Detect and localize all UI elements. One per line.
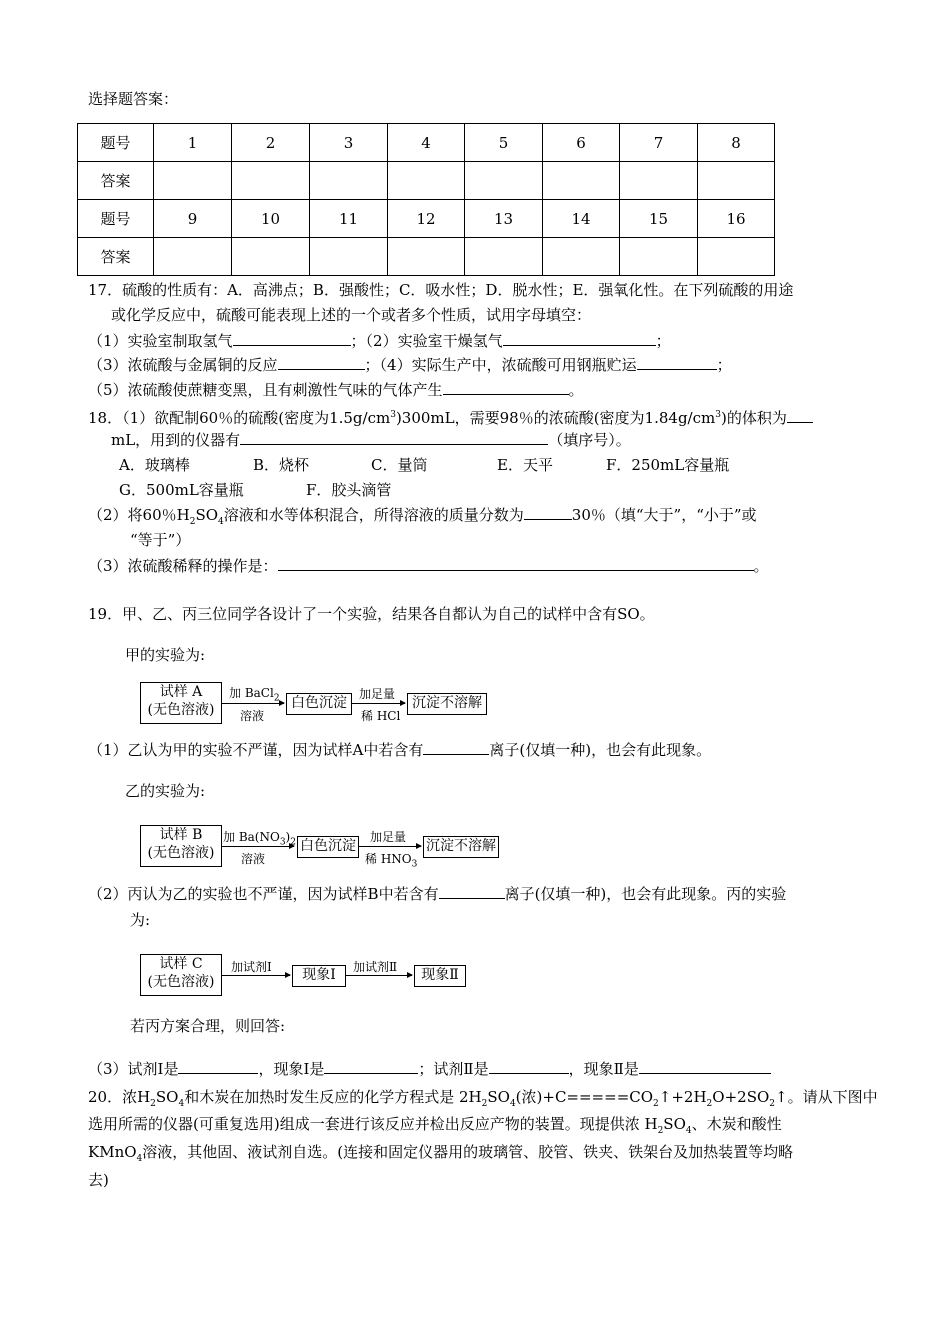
q18-option-f2: F．胶头滴管 bbox=[306, 481, 392, 499]
yi-label: 乙的实验为: bbox=[125, 782, 206, 800]
period: 。 bbox=[753, 557, 769, 575]
box-text: (无色溶液) bbox=[147, 702, 215, 718]
answer-heading: 选择题答案： bbox=[88, 90, 179, 108]
answer-cell[interactable] bbox=[465, 238, 543, 276]
question-number: 14 bbox=[543, 200, 620, 238]
answer-cell[interactable] bbox=[465, 162, 543, 200]
answer-cell[interactable] bbox=[698, 238, 775, 276]
question-number: 2 bbox=[232, 124, 310, 162]
q20-line2: 选用所需的仪器(可重复选用)组成一套进行该反应并检出反应产物的装置。现提供浓 $H_2SO_4$、木炭和酸性 bbox=[88, 1115, 782, 1136]
q20-line1: 20．浓$H_2SO_4$和木炭在加热时发生反应的化学方程式是 $2H_2SO_4$(浓)$+C=====CO_2↑+2H_2O+2SO_2↑$。请从下图中 bbox=[88, 1088, 878, 1109]
q18-option-a: A．玻璃棒 bbox=[119, 456, 190, 474]
arrow-label: 加试剂Ⅰ bbox=[231, 960, 272, 974]
q17-part4-label: ；（4）实际生产中，浓硫酸可用钢瓶贮运 bbox=[364, 356, 637, 374]
table-row bbox=[78, 238, 775, 276]
box-text: (无色溶液) bbox=[147, 845, 215, 861]
q18-text: SO bbox=[195, 506, 219, 524]
jia-label: 甲的实验为: bbox=[125, 646, 206, 664]
answer-blank[interactable] bbox=[178, 1059, 258, 1074]
question-number: 16 bbox=[698, 200, 775, 238]
answer-cell[interactable] bbox=[543, 238, 620, 276]
semicolon: ； bbox=[655, 332, 671, 350]
q20-line4: 去) bbox=[88, 1171, 109, 1189]
q19-intro: 19．甲、乙、丙三位同学各设计了一个实验，结果各自都认为自己的试样中含有SO。 bbox=[88, 605, 655, 623]
arrow-icon bbox=[346, 975, 412, 976]
arrow-label: 溶液 bbox=[241, 852, 266, 866]
q18-text: （2）将60％H bbox=[88, 506, 190, 524]
q19-text: 离子(仅填一种)，也会有此现象。 bbox=[489, 741, 712, 759]
table-row bbox=[78, 200, 775, 238]
q19-part1 bbox=[88, 740, 711, 760]
precipitate-insoluble-box: 沉淀不溶解 bbox=[407, 693, 487, 715]
period: 。 bbox=[568, 381, 584, 399]
q18-text: )300mL，需要98％的浓硫酸(密度为1.84g/cm bbox=[395, 409, 716, 427]
q18-text: （填序号）。 bbox=[548, 431, 631, 449]
question-number: 5 bbox=[465, 124, 543, 162]
q19-text: （1）乙认为甲的实验不严谨，因为试样A中若含有 bbox=[88, 741, 424, 759]
box-text: (无色溶液) bbox=[147, 974, 215, 990]
q18-text: )的体积为 bbox=[720, 409, 787, 427]
answer-table bbox=[77, 123, 775, 276]
answer-blank[interactable] bbox=[639, 1059, 771, 1074]
q19-part2-cont: 为: bbox=[130, 911, 151, 929]
arrow-icon bbox=[359, 846, 421, 847]
sample-b-box bbox=[140, 825, 222, 867]
question-number: 8 bbox=[698, 124, 775, 162]
arrow-icon bbox=[222, 975, 290, 976]
answer-blank[interactable] bbox=[439, 884, 505, 899]
semicolon: ； bbox=[716, 356, 732, 374]
q18-option-f: F．250mL容量瓶 bbox=[606, 456, 730, 474]
answer-blank[interactable] bbox=[637, 355, 717, 370]
q18-text: mL，用到的仪器有 bbox=[111, 431, 241, 449]
subscript: 2 bbox=[189, 517, 196, 527]
arrow-label: 溶液 bbox=[240, 709, 265, 723]
question-number: 15 bbox=[620, 200, 698, 238]
answer-cell[interactable] bbox=[232, 162, 310, 200]
arrow-label: 加 BaCl$_2$ bbox=[229, 686, 280, 704]
question-number: 6 bbox=[543, 124, 620, 162]
arrow-label: 加足量 bbox=[359, 687, 396, 701]
answer-cell[interactable] bbox=[388, 162, 465, 200]
q18-option-b: B．烧杯 bbox=[253, 456, 310, 474]
q19-text: （3）试剂Ⅰ是 bbox=[88, 1060, 179, 1078]
arrow-icon bbox=[222, 846, 294, 847]
arrow-label: 稀 $HNO_3$ bbox=[365, 852, 418, 870]
q17-part3-label: （3）浓硫酸与金属铜的反应 bbox=[88, 356, 278, 374]
q18-text: 溶液和水等体积混合，所得溶液的质量分数为 bbox=[223, 506, 524, 524]
box-text: 试样 B bbox=[159, 827, 203, 843]
phenomenon-1-box: 现象Ⅰ bbox=[292, 965, 346, 987]
q17-part5-label: （5）浓硫酸使蔗糖变黑，且有刺激性气味的气体产生 bbox=[88, 381, 443, 399]
q17-line1: 17．硫酸的性质有：A．高沸点；B．强酸性；C．吸水性；D．脱水性；E．强氧化性。在下列硫酸的用途 bbox=[88, 281, 794, 299]
question-number: 13 bbox=[465, 200, 543, 238]
q18-text: 18．（1）欲配制60％的硫酸(密度为1.5g/cm bbox=[88, 409, 391, 427]
question-number: 7 bbox=[620, 124, 698, 162]
row-label: 答案 bbox=[78, 162, 154, 200]
arrow-label: 加试剂Ⅱ bbox=[353, 960, 398, 974]
q19-part3 bbox=[88, 1059, 771, 1079]
q19-text: ，现象Ⅰ是 bbox=[258, 1060, 325, 1078]
white-precipitate-box: 白色沉淀 bbox=[297, 836, 359, 858]
question-number: 1 bbox=[154, 124, 232, 162]
q17-line2: 或化学反应中，硫酸可能表现上述的一个或者多个性质，试用字母填空： bbox=[111, 306, 592, 324]
q18-option-c: C．量筒 bbox=[371, 456, 428, 474]
answer-cell[interactable] bbox=[388, 238, 465, 276]
answer-blank[interactable] bbox=[524, 505, 572, 520]
arrow-icon bbox=[352, 703, 405, 704]
answer-blank[interactable] bbox=[787, 408, 813, 423]
q19-part2 bbox=[88, 884, 786, 904]
row-label: 题号 bbox=[78, 124, 154, 162]
question-number: 11 bbox=[310, 200, 388, 238]
q20-line3: KMnO$_4$溶液，其他固、液试剂自选。(连接和固定仪器用的玻璃管、胶管、铁夹、铁架台及加热装置等均略 bbox=[88, 1143, 794, 1164]
superscript: 3 bbox=[715, 410, 721, 420]
arrow-label: 稀 HCl bbox=[361, 709, 401, 723]
answer-blank[interactable] bbox=[240, 430, 548, 445]
q19-text: 离子(仅填一种)，也会有此现象。丙的实验 bbox=[504, 885, 787, 903]
answer-blank[interactable] bbox=[278, 355, 365, 370]
box-text: 试样 C bbox=[159, 956, 203, 972]
answer-blank[interactable] bbox=[503, 331, 656, 346]
question-number: 12 bbox=[388, 200, 465, 238]
sample-c-box bbox=[140, 954, 222, 996]
q19-text: ；试剂Ⅱ是 bbox=[418, 1060, 489, 1078]
answer-cell[interactable] bbox=[698, 162, 775, 200]
q18-part3 bbox=[88, 556, 769, 576]
box-text: 试样 A bbox=[159, 684, 203, 700]
table-row bbox=[78, 162, 775, 200]
q18-option-g: G．500mL容量瓶 bbox=[119, 481, 244, 499]
sample-a-box bbox=[140, 682, 222, 724]
q19-reasonable: 若丙方案合理，则回答: bbox=[130, 1017, 286, 1035]
question-number: 10 bbox=[232, 200, 310, 238]
answer-blank[interactable] bbox=[278, 556, 754, 571]
question-number: 4 bbox=[388, 124, 465, 162]
answer-cell[interactable] bbox=[310, 162, 388, 200]
arrow-label: 加足量 bbox=[370, 830, 407, 844]
q17-parts-3-4 bbox=[88, 355, 732, 375]
q18-option-e: E．天平 bbox=[497, 456, 553, 474]
q17-part2-label: ；（2）实验室干燥氢气 bbox=[350, 332, 503, 350]
answer-cell[interactable] bbox=[310, 238, 388, 276]
question-number: 3 bbox=[310, 124, 388, 162]
q19-text: （2）丙认为乙的实验也不严谨，因为试样B中若含有 bbox=[88, 885, 439, 903]
answer-cell[interactable] bbox=[620, 162, 698, 200]
answer-cell[interactable] bbox=[543, 162, 620, 200]
answer-cell[interactable] bbox=[620, 238, 698, 276]
table-row bbox=[78, 124, 775, 162]
answer-blank[interactable] bbox=[443, 380, 569, 395]
q18-line2 bbox=[111, 430, 631, 450]
subscript: 4 bbox=[218, 517, 224, 527]
q17-part5 bbox=[88, 380, 584, 400]
q18-text: 30％（填“大于”，“小于”或 bbox=[571, 506, 757, 524]
q18-part2 bbox=[88, 505, 757, 532]
arrow-label: 加 $Ba(NO_3)_2$ bbox=[223, 830, 296, 848]
answer-blank[interactable] bbox=[233, 331, 351, 346]
white-precipitate-box: 白色沉淀 bbox=[286, 693, 352, 715]
answer-blank[interactable] bbox=[324, 1059, 418, 1074]
q18-line1 bbox=[88, 405, 813, 428]
answer-cell[interactable] bbox=[154, 162, 232, 200]
arrow-icon bbox=[222, 703, 284, 704]
precipitate-insoluble-box: 沉淀不溶解 bbox=[423, 836, 499, 858]
row-label: 答案 bbox=[78, 238, 154, 276]
answer-blank[interactable] bbox=[489, 1059, 569, 1074]
q18-text: （3）浓硫酸稀释的操作是： bbox=[88, 557, 278, 575]
q17-parts-1-2 bbox=[88, 331, 671, 351]
row-label: 题号 bbox=[78, 200, 154, 238]
q17-part1-label: （1）实验室制取氢气 bbox=[88, 332, 233, 350]
answer-blank[interactable] bbox=[423, 740, 489, 755]
q19-text: ，现象Ⅱ是 bbox=[568, 1060, 639, 1078]
answer-cell[interactable] bbox=[232, 238, 310, 276]
question-number: 9 bbox=[154, 200, 232, 238]
phenomenon-2-box: 现象Ⅱ bbox=[414, 965, 466, 987]
superscript: 3 bbox=[390, 410, 396, 420]
q18-part2-cont: “等于”） bbox=[130, 531, 191, 549]
answer-cell[interactable] bbox=[154, 238, 232, 276]
